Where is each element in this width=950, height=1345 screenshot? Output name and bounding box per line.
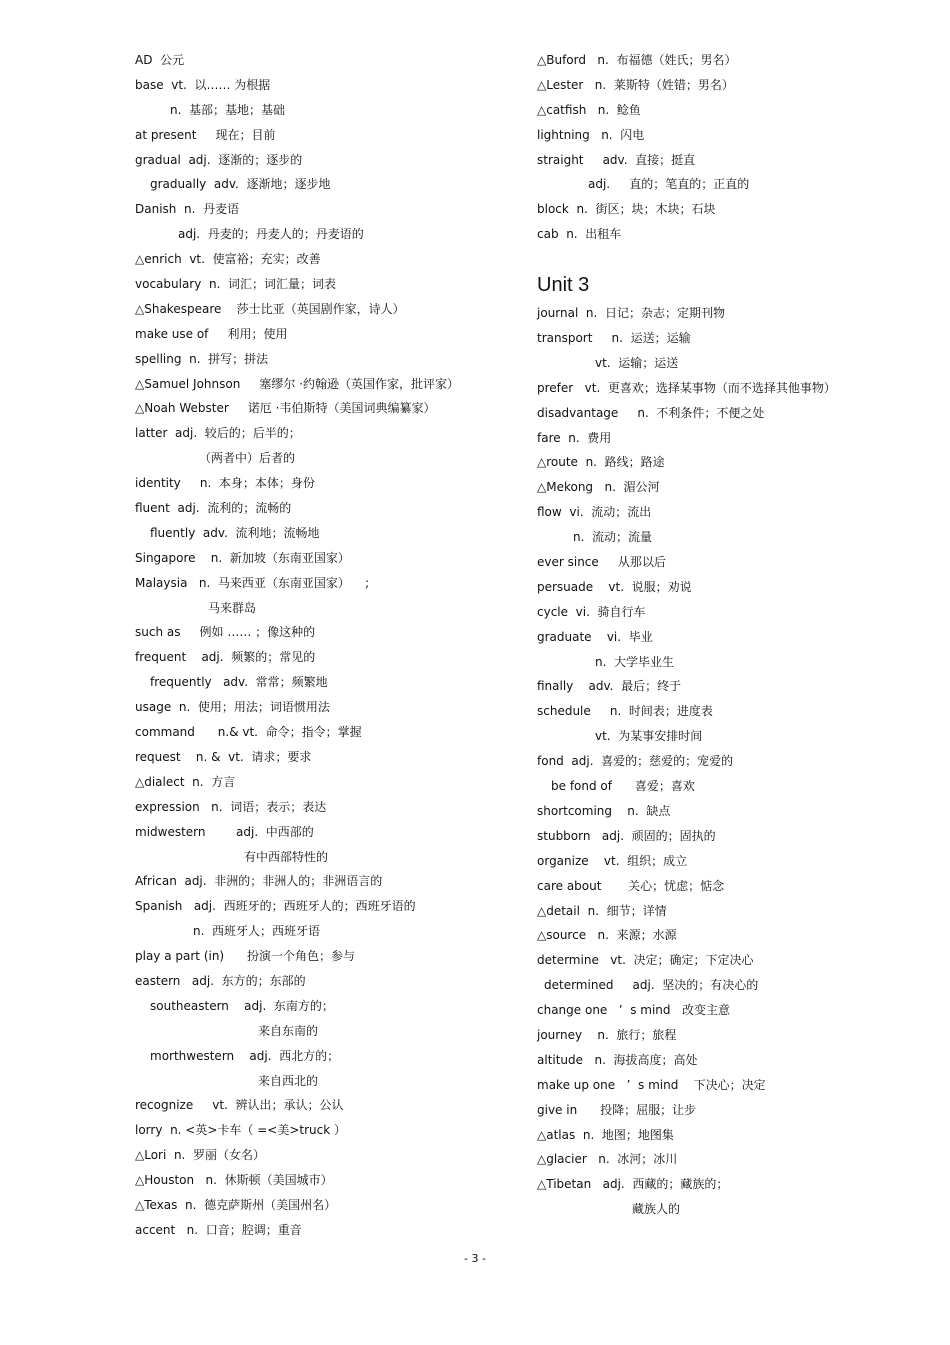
vocab-entry: △Noah Webster 诺厄 ·韦伯斯特（美国词典编纂家） xyxy=(135,401,436,416)
vocab-entry: △atlas n. 地图；地图集 xyxy=(537,1127,674,1142)
vocab-entry: journey n. 旅行；旅程 xyxy=(537,1027,677,1042)
vocab-entry: at present 现在；目前 xyxy=(135,127,276,142)
vocab-entry: frequently adv. 常常；频繁地 xyxy=(150,675,328,690)
vocab-entry: 来自东南的 xyxy=(258,1023,319,1038)
vocab-entry: gradual adj. 逐渐的；逐步的 xyxy=(135,152,303,167)
left-column xyxy=(135,48,515,1243)
vocab-entry: graduate vi. 毕业 xyxy=(537,629,653,644)
vocab-entry: △Samuel Johnson 塞缪尔 ·约翰逊（英国作家，批评家） xyxy=(135,376,460,391)
vocab-entry: △catfish n. 鲶鱼 xyxy=(537,102,641,117)
vocab-entry: eastern adj. 东方的；东部的 xyxy=(135,973,306,988)
vocab-entry: cycle vi. 骑自行车 xyxy=(537,604,646,619)
vocab-entry: △Tibetan adj. 西藏的；藏族的； xyxy=(537,1177,729,1192)
right-column xyxy=(537,48,917,1222)
vocab-entry: cab n. 出租车 xyxy=(537,227,622,242)
vocab-entry: △Texas n. 德克萨斯州（美国州名） xyxy=(135,1197,337,1212)
vocab-entry: △enrich vt. 使富裕；充实；改善 xyxy=(135,252,321,267)
unit-heading: Unit 3 xyxy=(537,274,590,297)
vocab-entry: △glacier n. 冰河；冰川 xyxy=(537,1152,678,1167)
vocab-entry: vt. 为某事安排时间 xyxy=(595,729,703,744)
vocab-entry: lorry n. <英>卡车（ =<美>truck ） xyxy=(135,1123,346,1138)
vocab-entry: n. 流动；流量 xyxy=(573,530,653,545)
vocab-entry: straight adv. 直接；挺直 xyxy=(537,152,696,167)
vocab-entry: △Lester n. 莱斯特（姓错；男名） xyxy=(537,77,734,92)
vocab-entry: n. 西班牙人；西班牙语 xyxy=(193,924,321,939)
vocab-entry: latter adj. 较后的；后半的； xyxy=(135,426,301,441)
vocab-entry: midwestern adj. 中西部的 xyxy=(135,824,314,839)
right-column-top-list xyxy=(537,48,917,247)
vocab-entry: base vt. 以…… 为根据 xyxy=(135,77,271,92)
vocab-entry: 藏族人的 xyxy=(632,1202,681,1217)
vocab-entry: determine vt. 决定；确定；下定决心 xyxy=(537,953,754,968)
vocab-entry: southeastern adj. 东南方的； xyxy=(150,998,334,1013)
vocab-entry: shortcoming n. 缺点 xyxy=(537,803,671,818)
vocab-entry: △Shakespeare 莎士比亚（英国剧作家，诗人） xyxy=(135,301,405,316)
vocab-entry: △Buford n. 布福德（姓氏；男名） xyxy=(537,53,737,67)
vocab-entry: fluent adj. 流利的；流畅的 xyxy=(135,501,292,516)
vocab-entry: finally adv. 最后；终于 xyxy=(537,679,682,694)
vocab-entry: 来自西北的 xyxy=(258,1073,319,1088)
vocab-entry: expression n. 词语；表示；表达 xyxy=(135,799,327,814)
vocab-entry: △Lori n. 罗丽（女名） xyxy=(135,1148,265,1163)
vocab-entry: 有中西部特性的 xyxy=(244,849,329,864)
vocab-entry: fond adj. 喜爱的；慈爱的；宠爱的 xyxy=(537,754,734,769)
vocab-entry: be fond of 喜爱；喜欢 xyxy=(551,779,695,794)
vocab-entry: care about 关心；忧虑；惦念 xyxy=(537,878,725,893)
vocab-entry: flow vi. 流动；流出 xyxy=(537,505,652,520)
vocab-entry: △detail n. 细节；详情 xyxy=(537,903,667,918)
vocab-entry: vt. 运输；运送 xyxy=(595,355,679,370)
vocab-entry: persuade vt. 说服；劝说 xyxy=(537,579,692,594)
vocab-entry: recognize vt. 辨认出；承认；公认 xyxy=(135,1098,344,1113)
vocab-entry: transport n. 运送；运输 xyxy=(537,331,691,346)
vocab-entry: fluently adv. 流利地；流畅地 xyxy=(150,525,320,540)
vocab-entry: △Houston n. 休斯顿（美国城市） xyxy=(135,1173,333,1188)
page-number: - 3 - xyxy=(464,1252,486,1265)
vocab-entry: block n. 街区；块；木块；石块 xyxy=(537,202,716,217)
right-column-bottom-list xyxy=(537,301,917,1222)
vocab-entry: gradually adv. 逐渐地；逐步地 xyxy=(150,177,331,192)
vocab-entry: adj. 直的；笔直的；正直的 xyxy=(588,177,750,192)
vocab-entry: such as 例如 …… ；像这种的 xyxy=(135,625,316,640)
vocab-entry: identity n. 本身；本体；身份 xyxy=(135,476,315,491)
vocab-entry: Malaysia n. 马来西亚（东南亚国家） ; xyxy=(135,575,370,590)
vocab-entry: journal n. 日记；杂志；定期刊物 xyxy=(537,306,725,321)
vocab-entry: altitude n. 海拔高度；高处 xyxy=(537,1052,698,1067)
vocab-entry: disadvantage n. 不利条件；不便之处 xyxy=(537,405,765,420)
vocab-entry: n. 基部；基地；基础 xyxy=(170,102,286,117)
vocab-entry: n. 大学毕业生 xyxy=(595,654,675,669)
vocab-entry: AD 公元 xyxy=(135,53,185,67)
vocab-entry: Spanish adj. 西班牙的；西班牙人的；西班牙语的 xyxy=(135,899,416,914)
vocab-entry: make use of 利用；使用 xyxy=(135,326,288,341)
vocab-entry: African adj. 非洲的；非洲人的；非洲语言的 xyxy=(135,874,383,889)
vocab-entry: organize vt. 组织；成立 xyxy=(537,853,688,868)
vocab-entry: △Mekong n. 湄公河 xyxy=(537,480,660,495)
vocab-entry: stubborn adj. 顽固的；固执的 xyxy=(537,828,716,843)
vocab-entry: △source n. 来源；水源 xyxy=(537,928,677,943)
vocab-entry: change one ’ s mind 改变主意 xyxy=(537,1003,730,1018)
vocab-entry: △route n. 路线；路途 xyxy=(537,455,665,470)
vocab-entry: adj. 丹麦的；丹麦人的；丹麦语的 xyxy=(178,227,364,242)
vocab-entry: accent n. 口音；腔调；重音 xyxy=(135,1222,302,1237)
vocab-entry: determined adj. 坚决的；有决心的 xyxy=(544,978,759,993)
vocab-entry: fare n. 费用 xyxy=(537,430,612,445)
vocab-entry: schedule n. 时间表；进度表 xyxy=(537,704,713,719)
vocab-entry: （两者中）后者的 xyxy=(199,451,296,466)
vocab-entry: morthwestern adj. 西北方的； xyxy=(150,1048,340,1063)
vocab-entry: play a part (in) 扮演一个角色；参与 xyxy=(135,949,356,964)
vocab-entry: make up one ’ s mind 下决心；决定 xyxy=(537,1077,766,1092)
vocab-entry: frequent adj. 频繁的；常见的 xyxy=(135,650,316,665)
vocab-entry: spelling n. 拼写；拼法 xyxy=(135,351,269,366)
vocab-entry: command n.& vt. 命令；指令；掌握 xyxy=(135,725,362,740)
vocab-entry: prefer vt. 更喜欢；选择某事物（而不选择其他事物） xyxy=(537,380,836,395)
vocab-entry: usage n. 使用；用法；词语惯用法 xyxy=(135,700,330,715)
vocab-entry: vocabulary n. 词汇；词汇量；词表 xyxy=(135,277,337,292)
vocab-entry: lightning n. 闪电 xyxy=(537,127,645,142)
vocab-entry: Danish n. 丹麦语 xyxy=(135,202,240,217)
vocab-entry: △dialect n. 方言 xyxy=(135,774,236,789)
vocab-entry: Singapore n. 新加坡（东南亚国家） xyxy=(135,550,350,565)
vocab-entry: ever since 从那以后 xyxy=(537,555,666,570)
vocab-entry: request n. & vt. 请求；要求 xyxy=(135,749,312,764)
vocab-entry: 马来群岛 xyxy=(208,600,257,615)
vocab-entry: give in 投降；屈服；让步 xyxy=(537,1102,697,1117)
